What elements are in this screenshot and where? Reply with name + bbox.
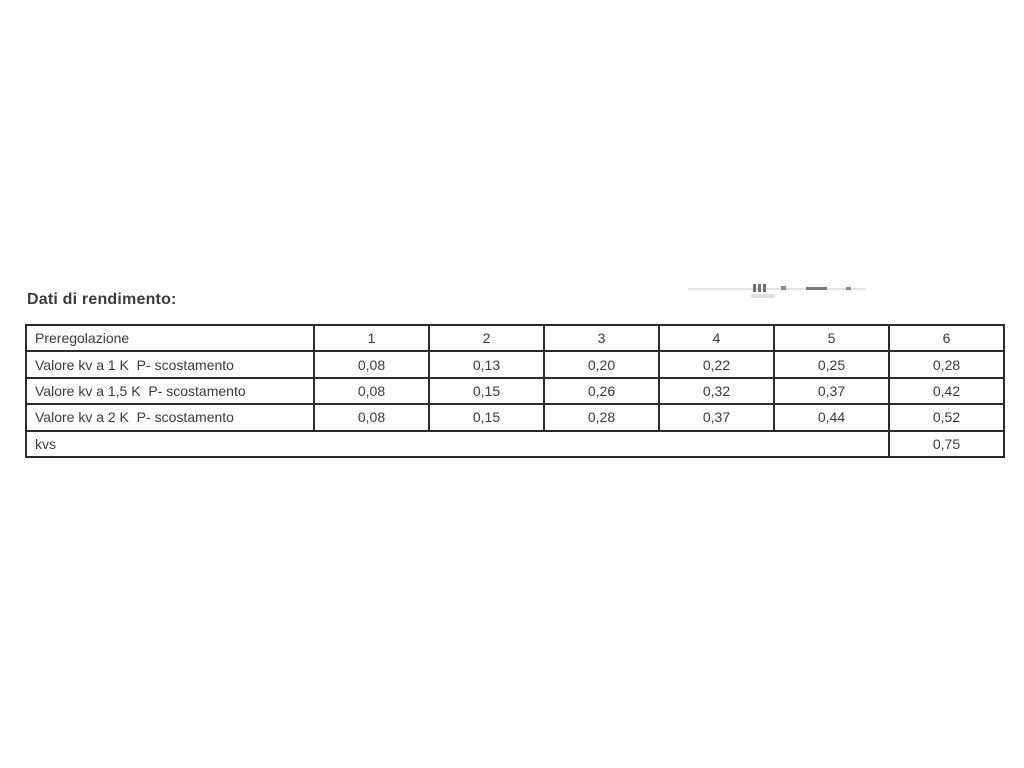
- header-col-cell: 6: [889, 325, 1004, 351]
- artifact-dash: [806, 287, 827, 290]
- value-cell: 0,52: [889, 404, 1004, 430]
- footer-value-cell: 0,75: [889, 431, 1004, 457]
- table-row: [26, 351, 1004, 377]
- artifact-dot: [846, 287, 851, 290]
- header-col-cell: 5: [774, 325, 889, 351]
- value-cell: 0,42: [889, 378, 1004, 404]
- table-header-row: [26, 325, 1004, 351]
- value-cell: 0,32: [659, 378, 774, 404]
- artifact-streak: [688, 288, 866, 290]
- artifact-tick: [753, 284, 756, 292]
- header-col-cell: 1: [314, 325, 429, 351]
- value-cell: 0,08: [314, 404, 429, 430]
- row-label-cell: Valore kv a 2 K P- scostamento: [26, 404, 314, 430]
- table-row: [26, 404, 1004, 430]
- row-label-cell: Valore kv a 1 K P- scostamento: [26, 351, 314, 377]
- value-cell: 0,37: [659, 404, 774, 430]
- value-cell: 0,37: [774, 378, 889, 404]
- performance-data-table: [25, 324, 1005, 458]
- artifact-tick: [758, 284, 761, 292]
- table-row: [26, 378, 1004, 404]
- value-cell: 0,08: [314, 351, 429, 377]
- value-cell: 0,15: [429, 404, 544, 430]
- footer-label-cell: kvs: [26, 431, 889, 457]
- value-cell: 0,28: [544, 404, 659, 430]
- value-cell: 0,44: [774, 404, 889, 430]
- artifact-mark: [781, 286, 786, 290]
- artifact-smudge: [751, 294, 775, 298]
- value-cell: 0,20: [544, 351, 659, 377]
- value-cell: 0,08: [314, 378, 429, 404]
- value-cell: 0,25: [774, 351, 889, 377]
- header-col-cell: 3: [544, 325, 659, 351]
- table-footer-row: [26, 431, 1004, 457]
- value-cell: 0,15: [429, 378, 544, 404]
- row-label-cell: Valore kv a 1,5 K P- scostamento: [26, 378, 314, 404]
- section-title: Dati di rendimento:: [27, 291, 177, 308]
- value-cell: 0,26: [544, 378, 659, 404]
- header-label-cell: Preregolazione: [26, 325, 314, 351]
- value-cell: 0,13: [429, 351, 544, 377]
- value-cell: 0,22: [659, 351, 774, 377]
- artifact-tick: [763, 284, 766, 292]
- header-col-cell: 2: [429, 325, 544, 351]
- value-cell: 0,28: [889, 351, 1004, 377]
- header-col-cell: 4: [659, 325, 774, 351]
